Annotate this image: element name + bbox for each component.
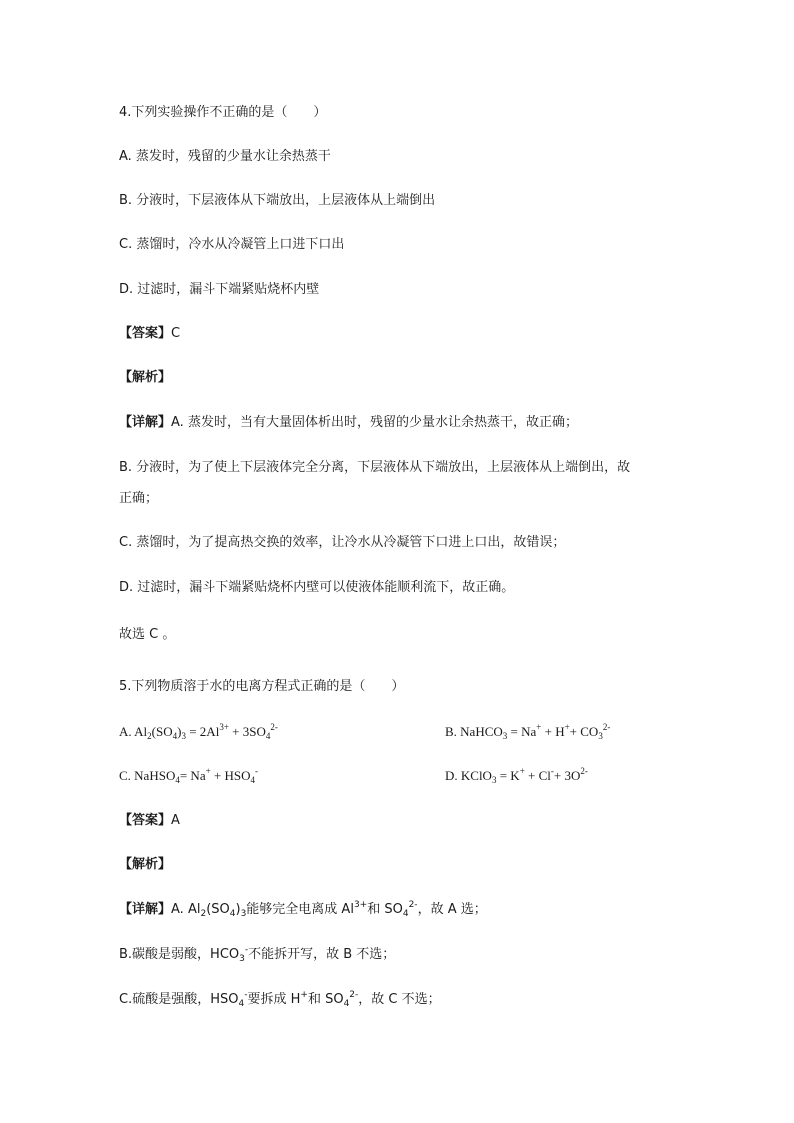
q5-a-sub: 2 — [147, 731, 152, 741]
q5-a-sub: 4 — [172, 731, 178, 741]
q4-stem: 4.下列实验操作不正确的是（ ） — [119, 105, 327, 120]
q5-d-sup: + — [519, 766, 525, 776]
q4-detail-a-text: A. 蒸发时，当有大量固体析出时，残留的少量水让余热蒸干，故正确； — [171, 415, 578, 430]
q5-b-sup: + — [564, 722, 570, 732]
q5-d-text: = K — [496, 768, 520, 783]
q5-answer-value: A — [171, 813, 180, 828]
q5-a-text: A. Al — [119, 724, 148, 739]
q5-detail-a-sub: 4 — [229, 909, 236, 919]
q4-option-a: A. 蒸发时，残留的少量水让余热蒸干 — [119, 149, 331, 164]
q5-c-sup: - — [255, 766, 259, 776]
q5-detail-c-sup: + — [300, 990, 308, 1000]
q5-c-sub: 4 — [250, 775, 256, 785]
q5-detail-c-text: C.硫酸是强酸，HSO — [119, 992, 239, 1007]
q5-option-b — [445, 723, 610, 741]
q5-detail-c-text: ，故 C 不选； — [358, 992, 441, 1007]
q5-detail-b-sub: 3 — [239, 954, 245, 964]
q5-d-sup: 2- — [580, 766, 588, 776]
q5-stem: 5.下列物质溶于水的电离方程式正确的是（ ） — [119, 679, 405, 694]
q5-detail-a-text: 能够完全电离成 Al — [246, 902, 354, 917]
q5-a-text: = 2Al — [185, 724, 220, 739]
q5-c-sub: 4 — [175, 775, 180, 785]
q5-detail-a-text: (SO — [206, 902, 230, 917]
q5-b-sub: 3 — [502, 731, 508, 741]
q4-option-d: D. 过滤时，漏斗下端紧贴烧杯内壁 — [119, 282, 320, 297]
q4-option-b: B. 分液时，下层液体从下端放出，上层液体从上端倒出 — [119, 193, 436, 208]
q5-d-text: + Cl — [524, 768, 551, 783]
q5-b-text: = Na — [507, 724, 537, 739]
q5-detail-a-sub: 3 — [240, 909, 247, 919]
q5-detail-a-text: A. Al — [171, 902, 201, 917]
q5-detail-label: 【详解】 — [119, 902, 172, 917]
q5-a-text: (SO — [151, 724, 173, 739]
q5-detail-c-sup: - — [244, 990, 248, 1000]
q5-detail-b-text: 不能拆开写，故 B 不选； — [248, 947, 396, 962]
q5-d-text: D. KClO — [445, 768, 492, 783]
q4-detail-b-line2: 正确； — [119, 491, 159, 506]
q5-detail-a-sub: 2 — [200, 909, 207, 919]
q5-detail-a-text: 和 SO — [367, 902, 403, 917]
q4-detail-label: 【详解】 — [119, 415, 172, 430]
q4-answer-label: 【答案】 — [119, 326, 172, 341]
q5-option-d — [445, 767, 588, 785]
q5-c-text: = Na — [179, 768, 206, 783]
q5-detail-a — [119, 901, 487, 919]
q5-a-sup: 2- — [270, 722, 278, 732]
q4-answer — [119, 325, 180, 343]
q4-detail-a — [119, 414, 578, 432]
q5-c-sup: + — [205, 766, 211, 776]
q5-detail-c-text: 和 SO — [307, 992, 344, 1007]
q5-d-sub: 3 — [491, 775, 497, 785]
q4-conclusion: 故选 C 。 — [119, 627, 176, 642]
q5-analysis-label: 【解析】 — [119, 857, 172, 872]
q5-a-sup: 3+ — [219, 722, 229, 732]
q5-a-sub: 3 — [181, 731, 186, 741]
q5-b-text: + CO — [569, 724, 599, 739]
q4-detail-b-line1: B. 分液时，为了使上下层液体完全分离，下层液体从下端放出，上层液体从上端倒出，故 — [119, 460, 631, 475]
q5-a-text: + 3SO — [228, 724, 266, 739]
q5-detail-a-text: ，故 A 选； — [417, 902, 487, 917]
q5-b-sup: 2- — [602, 722, 611, 732]
q5-answer-label: 【答案】 — [119, 813, 172, 828]
q5-answer — [119, 812, 180, 830]
q5-a-sub: 4 — [265, 731, 271, 741]
q5-detail-c-sup: 2- — [349, 990, 359, 1000]
q5-a-text: ) — [177, 724, 182, 739]
q5-option-c — [119, 767, 258, 785]
q5-detail-a-sub: 4 — [402, 909, 409, 919]
q5-detail-c — [119, 991, 441, 1009]
q4-answer-value: C — [171, 326, 181, 341]
q5-detail-c-sub: 4 — [238, 999, 245, 1009]
q5-detail-c-text: 要拆成 H — [247, 992, 301, 1007]
q5-c-text: C. NaHSO — [119, 768, 176, 783]
q5-detail-b-sup: - — [244, 945, 249, 955]
q4-option-c: C. 蒸馏时，冷水从冷凝管上口进下口出 — [119, 237, 345, 252]
q4-analysis-label: 【解析】 — [119, 370, 172, 385]
q5-b-sub: 3 — [598, 731, 603, 741]
q5-d-text: + 3O — [553, 768, 581, 783]
q5-detail-b-text: B.碳酸是弱酸，HCO — [119, 947, 240, 962]
q5-detail-a-text: ) — [235, 902, 241, 917]
q4-detail-d: D. 过滤时，漏斗下端紧贴烧杯内壁可以使液体能顺利流下，故正确。 — [119, 580, 515, 595]
q5-detail-a-sup: 3+ — [353, 900, 368, 910]
q5-detail-a-sup: 2- — [408, 900, 418, 910]
q4-detail-c: C. 蒸馏时，为了提高热交换的效率，让冷水从冷凝管下口进上口出，故错误； — [119, 535, 566, 550]
q5-b-sup: + — [536, 722, 542, 732]
q5-option-a — [119, 723, 278, 741]
q5-d-sup: - — [550, 766, 554, 776]
q5-detail-c-sub: 4 — [343, 999, 350, 1009]
q5-b-text: B. NaHCO — [445, 724, 503, 739]
q5-b-text: + H — [541, 724, 565, 739]
q5-detail-b — [119, 946, 395, 964]
q5-c-text: + HSO — [210, 768, 251, 783]
